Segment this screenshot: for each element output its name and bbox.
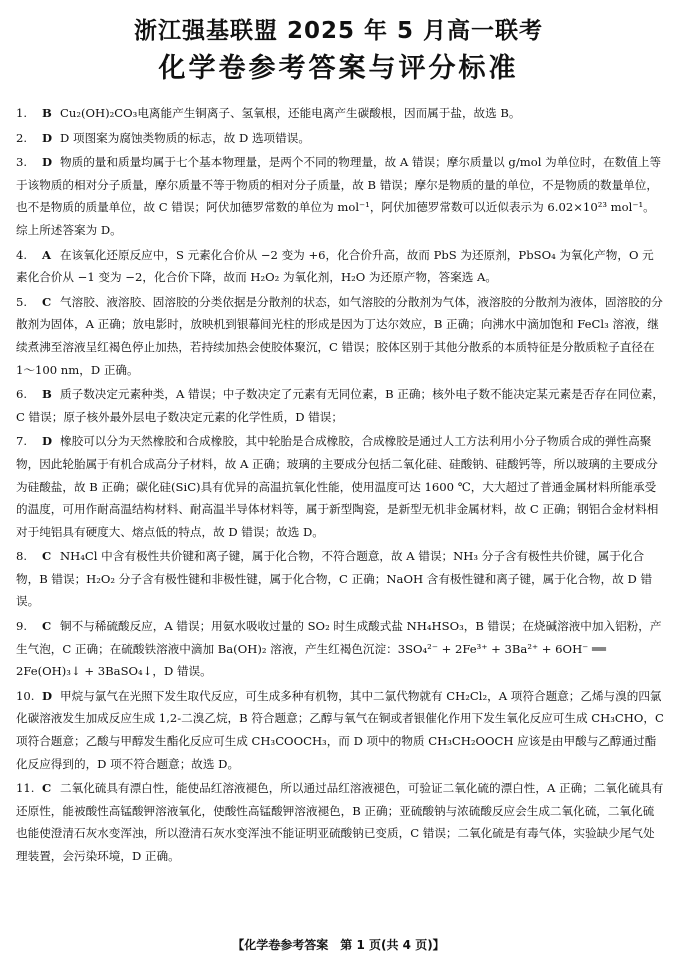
answer-choice: D: [42, 688, 53, 703]
question-number: 5.: [16, 294, 28, 309]
question-number: 7.: [16, 434, 28, 449]
answer-explanation: 橡胶可以分为天然橡胶和合成橡胶，其中轮胎是合成橡胶，合成橡胶是通过人工方法利用小分子物质合成的弹性高聚物，因此轮胎属于有机合成高分子材料，故 A 正确；玻璃的主要成分包括二氧化硅、硅酸钠、硅酸钙等，所以玻璃的主要成分为硅酸盐，故 B 正确；碳化硅(SiC)具有优异的高温抗氧化性能，使用温度可达 1600 ℃，大大超过了普通金属材料所能承受的温度，可用作耐高温结构材料、耐高温半导体材料等，属于新型陶瓷，是新型无机非金属材料，故 C 正确；钢铝合金材料相对于纯铝具有硬度大、熔点低的特点，故 D 错误；故选 D。: [16, 434, 659, 539]
question-number: 11.: [16, 781, 35, 796]
answer-item-8: [16, 545, 664, 613]
answer-explanation: NH₄Cl 中含有极性共价键和离子键，属于化合物，不符合题意，故 A 错误；NH₃ 分子含有极性共价键，属于化合物，B 错误；H₂O₂ 分子含有极性键和非极性键，属于化合物，C 正确；NaOH 含有极性键和离子键，属于化合物，故 D 错误。: [16, 549, 653, 609]
question-number: 8.: [16, 549, 28, 564]
question-number: 10.: [16, 688, 35, 703]
answer-item-1: [16, 102, 664, 125]
answer-choice: C: [42, 294, 52, 309]
answer-choice: C: [42, 781, 52, 796]
page-footer: 【化学卷参考答案 第 1 页(共 4 页)】: [232, 938, 445, 952]
answer-item-3: [16, 151, 664, 241]
answer-choice: D: [42, 155, 53, 170]
answer-item-4: [16, 244, 664, 289]
answer-choice: C: [42, 549, 52, 564]
answer-item-10: [16, 685, 664, 775]
answer-explanation: 二氧化硫具有漂白性，能使品红溶液褪色，所以通过品红溶液褪色，可验证二氧化硫的漂白性，A 正确；二氧化硫具有还原性，能被酸性高锰酸钾溶液氧化，使酸性高锰酸钾溶液褪色，B 正确；亚硫酸钠与浓硫酸反应会生成二氧化硫，二氧化硫也能使澄清石灰水变浑浊，所以澄清石灰水变浑浊不能证明亚硫酸钠已变质，C 错误；二氧化硫是有毒气体，实验缺少尾气处理装置，会污染环境，D 正确。: [16, 781, 664, 863]
answer-item-2: [16, 127, 664, 150]
answer-item-9: [16, 615, 664, 683]
answer-explanation: 在该氧化还原反应中，S 元素化合价从 −2 变为 +6，化合价升高，故而 PbS 为还原剂，PbSO₄ 为氧化产物，O 元素化合价从 −1 变为 −2，化合价下降，故而 H₂O₂ 为氧化剂，H₂O 为还原产物，答案选 A。: [16, 247, 654, 285]
question-number: 6.: [16, 387, 28, 402]
answer-explanation: 质子数决定元素种类，A 错误；中子数决定了元素有无同位素，B 正确；核外电子数不能决定某元素是否存在同位素，C 错误；原子核外最外层电子数决定元素的化学性质，D 错误；: [16, 387, 664, 424]
answer-explanation: D 项图案为腐蚀类物质的标志，故 D 选项错误。: [60, 130, 310, 145]
answer-item-7: [16, 430, 664, 543]
answer-list: [16, 102, 664, 870]
answer-explanation: 气溶胶、液溶胶、固溶胶的分类依据是分散剂的状态，如气溶胶的分散剂为气体，液溶胶的分散剂为液体，固溶胶的分散剂为固体，A 正确；放电影时，放映机到银幕间光柱的形成是因为丁达尔效应，B 正确；向沸水中滴加饱和 FeCl₃ 溶液，继续煮沸至溶液呈红褐色停止加热，若持续加热会使胶体聚沉，C 错误；胶体区别于其他分散系的本质特征是分散质粒子直径在 1～100 nm，D 正确。: [16, 294, 663, 377]
answer-choice: D: [42, 130, 53, 145]
answer-item-5: [16, 291, 664, 381]
answer-item-6: [16, 383, 664, 428]
answer-choice: B: [42, 106, 52, 120]
answer-choice: C: [42, 619, 52, 634]
question-number: 3.: [16, 155, 28, 170]
answer-key-title: 化学卷参考答案与评分标准: [158, 53, 519, 84]
answer-item-11: [16, 777, 664, 867]
answer-choice: B: [42, 387, 52, 402]
answer-explanation: 甲烷与氯气在光照下发生取代反应，可生成多种有机物，其中二氯代物就有 CH₂Cl₂，A 项符合题意；乙烯与溴的四氯化碳溶液发生加成反应生成 1,2-二溴乙烷，B 符合题意；乙醇与氧气在铜或者银催化作用下发生氧化反应可生成 CH₃CHO，C 项符合题意；乙酸与甲醇发生酯化反应可生成 CH₃COOCH₃，而 D 项中的物质 CH₃CH₂OOCH 应该是由甲酸与乙醇通过酯化反应得到的，D 项不符合题意；故选 D。: [16, 688, 664, 771]
answer-explanation: 铜不与稀硫酸反应，A 错误；用氨水吸收过量的 SO₂ 时生成酸式盐 NH₄HSO₃，B 错误；在烧碱溶液中加入铝粉，产生气泡，C 正确；在硫酸铁溶液中滴加 Ba(OH)₂ 溶液，产生红褐色沉淀：3SO₄²⁻ + 2Fe³⁺ + 3Ba²⁺ + 6OH⁻ ══ 2Fe(OH)₃↓ + 3BaSO₄↓，D 错误。: [16, 619, 662, 679]
question-number: 4.: [16, 247, 28, 262]
answer-choice: D: [42, 434, 53, 449]
exam-title: 浙江强基联盟 2025 年 5 月高一联考: [133, 18, 544, 44]
answer-explanation: 物质的量和质量均属于七个基本物理量，是两个不同的物理量，故 A 错误；摩尔质量以 g/mol 为单位时，在数值上等于该物质的相对分子质量，摩尔质量不等于物质的相对分子质量，故 B 错误；摩尔是物质的量的单位，不是物质的数量单位，也不是物质的质量单位，故 C 错误；阿伏加德罗常数的单位为 mol⁻¹，阿伏加德罗常数可以近似表示为 6.02×10²³ mol⁻¹。综上所述答案为 D。: [16, 155, 662, 237]
answer-choice: A: [42, 247, 51, 262]
question-number: 9.: [16, 619, 28, 634]
question-number: 2.: [16, 130, 28, 145]
answer-explanation: Cu₂(OH)₂CO₃电离能产生铜离子、氢氧根，还能电离产生碳酸根，因而属于盐，故选 B。: [60, 106, 521, 120]
question-number: 1.: [16, 106, 28, 120]
